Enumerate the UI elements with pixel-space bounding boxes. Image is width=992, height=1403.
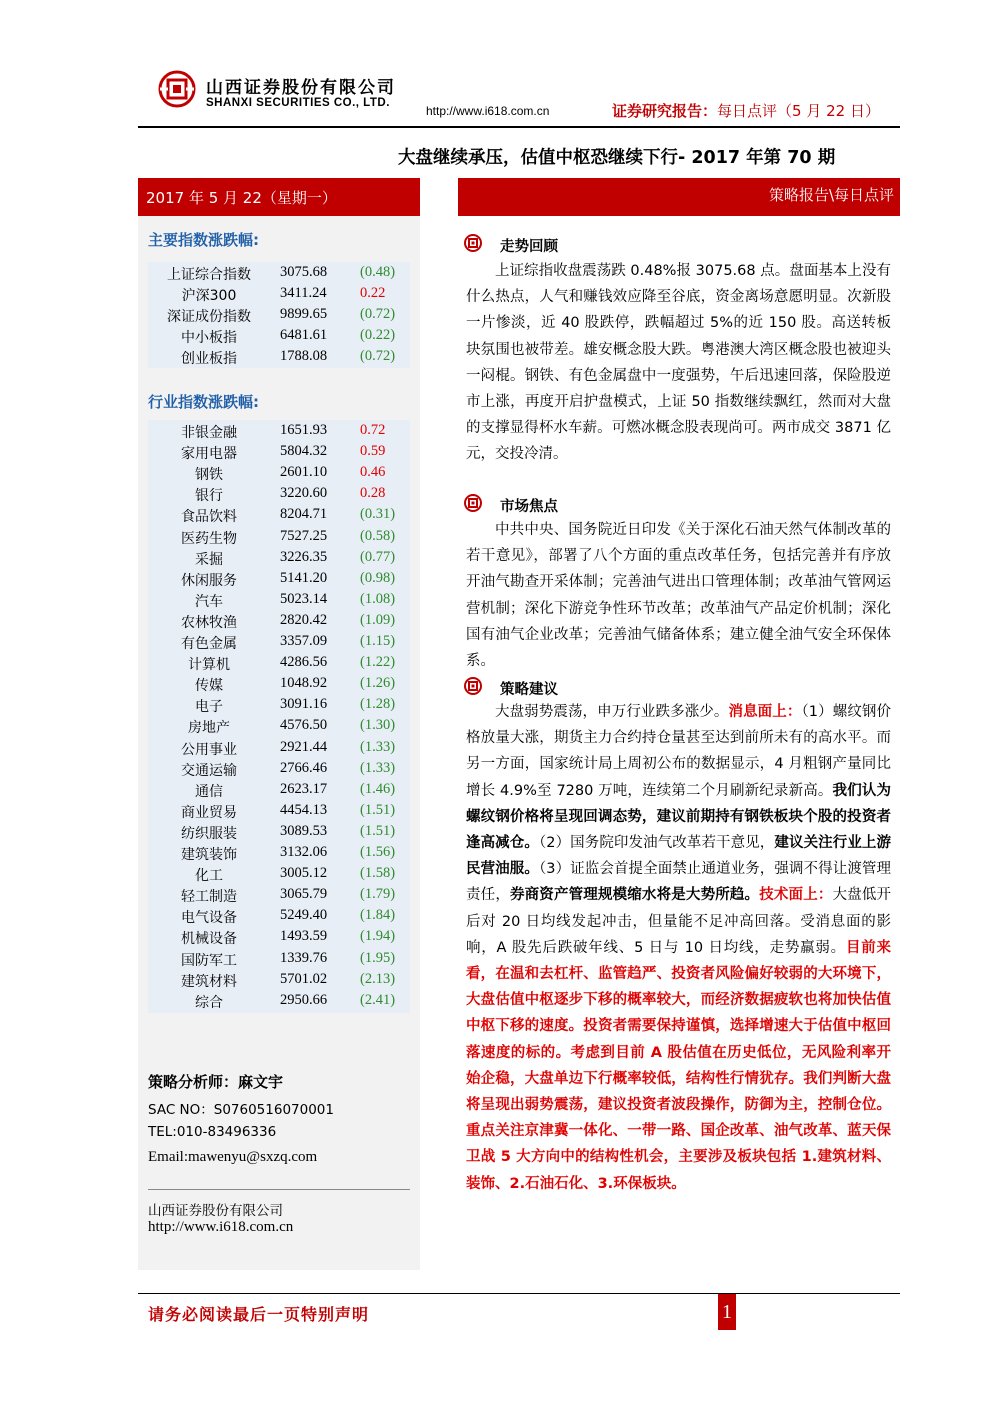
report-date: 2017 年 5 月 22（星期一） bbox=[146, 189, 337, 207]
strategy-paragraph bbox=[466, 699, 891, 1197]
industry-value: 2921.44 bbox=[280, 738, 328, 755]
table-row bbox=[148, 327, 410, 348]
table-row bbox=[148, 549, 410, 570]
page-number: 1 bbox=[718, 1294, 736, 1330]
section-bullet-icon bbox=[464, 494, 482, 512]
industry-indices-label: 行业指数涨跌幅: bbox=[148, 393, 259, 411]
industry-change: (1.30) bbox=[360, 717, 396, 734]
industry-name: 计算机 bbox=[188, 657, 230, 674]
report-category: 策略报告\每日点评 bbox=[768, 186, 894, 204]
analyst-name: 策略分析师：麻文宇 bbox=[148, 1073, 284, 1091]
industry-change: (1.08) bbox=[360, 590, 396, 607]
industry-change: (1.79) bbox=[360, 886, 396, 903]
table-row bbox=[148, 928, 410, 949]
industry-value: 8204.71 bbox=[280, 506, 328, 523]
industry-value: 5141.20 bbox=[280, 569, 328, 586]
date-bar bbox=[138, 178, 420, 216]
header-url-link[interactable]: http://www.i618.com.cn bbox=[426, 104, 550, 118]
table-row bbox=[148, 306, 410, 327]
table-row bbox=[148, 717, 410, 738]
industry-value: 3132.06 bbox=[280, 844, 328, 860]
industry-name: 机械设备 bbox=[181, 931, 237, 948]
table-row bbox=[148, 739, 410, 760]
industry-value: 1493.59 bbox=[280, 928, 328, 945]
industry-change: 0.72 bbox=[360, 422, 386, 438]
industry-value: 3005.12 bbox=[280, 865, 328, 882]
table-row bbox=[148, 802, 410, 823]
table-row bbox=[148, 950, 410, 971]
industry-name: 纺织服装 bbox=[181, 825, 237, 842]
report-type-prefix: 证券研究报告： bbox=[612, 102, 718, 120]
industry-value: 1048.92 bbox=[280, 675, 328, 692]
industry-change: (0.31) bbox=[360, 506, 396, 523]
section-bullet-icon bbox=[464, 234, 482, 252]
industry-name: 食品饮料 bbox=[181, 509, 237, 526]
company-name-en: SHANXI SECURITIES CO., LTD. bbox=[206, 97, 390, 109]
strategy-text: （1）螺纹钢价格放量大涨，期货主力合约持仓量甚至达到前所未有的高水平。而另一方面，国家统计局上周初公布的数据显示，4 月粗钢产量同比增长 4.9%至 7280 万吨，连续第二个月刷新纪录新高。 bbox=[466, 704, 892, 799]
table-row bbox=[148, 992, 410, 1013]
industry-value: 3065.79 bbox=[280, 886, 328, 903]
strategy-highlight: 消息面上： bbox=[728, 704, 802, 720]
industry-name: 房地产 bbox=[188, 720, 230, 737]
industry-name: 医药生物 bbox=[181, 530, 237, 547]
industry-value: 4286.56 bbox=[280, 654, 328, 671]
index-name: 中小板指 bbox=[181, 330, 237, 346]
industry-name: 有色金属 bbox=[181, 636, 237, 652]
strategy-emphasis: 券商资产管理规模缩水将是大势所趋。 bbox=[509, 887, 760, 904]
section-title-focus: 市场焦点 bbox=[500, 499, 558, 515]
table-row bbox=[148, 760, 410, 781]
industry-value: 7527.25 bbox=[280, 527, 328, 544]
index-name: 上证综合指数 bbox=[167, 267, 251, 283]
main-indices-table bbox=[148, 262, 410, 368]
industry-change: (1.94) bbox=[360, 928, 396, 945]
industry-value: 5023.14 bbox=[280, 590, 328, 607]
industry-name: 银行 bbox=[195, 488, 223, 505]
index-value: 3075.68 bbox=[280, 264, 328, 280]
table-row bbox=[148, 285, 410, 306]
industry-indices-table bbox=[148, 420, 410, 1013]
table-row bbox=[148, 823, 410, 844]
industry-value: 4454.13 bbox=[280, 801, 328, 818]
index-name: 沪深300 bbox=[181, 288, 237, 304]
analyst-sac: SAC NO：S0760516070001 bbox=[148, 1102, 334, 1118]
analyst-email[interactable]: Email:mawenyu@sxzq.com bbox=[148, 1149, 318, 1165]
index-value: 1788.08 bbox=[280, 348, 328, 364]
main-indices-label: 主要指数涨跌幅: bbox=[148, 231, 259, 249]
table-row bbox=[148, 654, 410, 675]
section-bullet-icon bbox=[464, 677, 482, 695]
strategy-text: 大盘弱势震荡，申万行业跌多涨少。 bbox=[495, 704, 729, 720]
industry-value: 3220.60 bbox=[280, 485, 328, 502]
industry-change: 0.46 bbox=[360, 464, 386, 481]
table-row bbox=[148, 443, 410, 464]
focus-paragraph: 中共中央、国务院近日印发《关于深化石油天然气体制改革的若干意见》，部署了八个方面的重点改革任务，包括完善并有序放开油气勘查开采体制；完善油气进出口管理体制；改革油气管网运营机制；深化下游竞争性环节改革；改革油气产品定价机制；深化国有油气企业改革；完善油气储备体系；建立健全油气安全环保体系。 bbox=[466, 522, 891, 670]
industry-name: 建筑材料 bbox=[181, 973, 237, 990]
industry-change: 0.59 bbox=[360, 443, 386, 460]
industry-name: 公用事业 bbox=[181, 741, 237, 758]
index-name: 深证成份指数 bbox=[167, 309, 251, 325]
industry-value: 3089.53 bbox=[280, 822, 328, 839]
strategy-text: 大盘低开后对 20 日均线发起冲击，但量能不足冲高回落。受消息面的影响，A 股先后跌破年线、5 日与 10 日均线，走势羸弱。 bbox=[466, 887, 892, 956]
footer-url-link[interactable]: http://www.i618.com.cn bbox=[148, 1219, 294, 1235]
industry-change: (1.51) bbox=[360, 822, 396, 839]
industry-name: 国防军工 bbox=[181, 952, 237, 969]
index-name: 创业板指 bbox=[181, 351, 237, 367]
analyst-divider bbox=[148, 1189, 410, 1190]
industry-change: (1.56) bbox=[360, 844, 396, 860]
table-row bbox=[148, 886, 410, 907]
industry-name: 家用电器 bbox=[181, 446, 237, 463]
industry-change: (1.95) bbox=[360, 949, 396, 966]
table-row bbox=[148, 591, 410, 612]
industry-value: 2950.66 bbox=[280, 991, 328, 1008]
industry-value: 3226.35 bbox=[280, 548, 328, 565]
index-change: 0.22 bbox=[360, 285, 386, 301]
table-row bbox=[148, 781, 410, 802]
index-value: 6481.61 bbox=[280, 327, 328, 343]
industry-name: 传媒 bbox=[195, 678, 223, 695]
industry-change: (1.09) bbox=[360, 611, 396, 628]
industry-value: 3091.16 bbox=[280, 696, 328, 713]
strategy-emphasis: 建议关注行业上游民营油服。 bbox=[466, 835, 891, 878]
industry-change: (2.41) bbox=[360, 991, 396, 1008]
industry-change: (1.33) bbox=[360, 738, 396, 755]
industry-change: (1.51) bbox=[360, 801, 396, 818]
industry-name: 轻工制造 bbox=[181, 889, 237, 906]
industry-change: (2.13) bbox=[360, 970, 396, 987]
category-bar bbox=[458, 178, 900, 216]
industry-change: (1.33) bbox=[360, 759, 396, 776]
industry-change: (1.58) bbox=[360, 865, 396, 882]
footer-divider bbox=[138, 1293, 900, 1294]
industry-change: (1.22) bbox=[360, 654, 396, 671]
industry-name: 商业贸易 bbox=[181, 804, 237, 821]
industry-value: 5804.32 bbox=[280, 443, 328, 460]
report-title: 大盘继续承压，估值中枢恐继续下行- 2017 年第 70 期 bbox=[398, 148, 836, 168]
index-change: (0.72) bbox=[360, 306, 396, 322]
industry-name: 综合 bbox=[195, 994, 223, 1011]
industry-value: 2766.46 bbox=[280, 759, 328, 776]
report-type bbox=[612, 100, 880, 121]
industry-name: 非银金融 bbox=[181, 425, 237, 441]
table-row bbox=[148, 971, 410, 992]
company-name-cn: 山西证券股份有限公司 bbox=[206, 78, 396, 98]
industry-name: 钢铁 bbox=[195, 467, 223, 484]
industry-value: 2820.42 bbox=[280, 611, 328, 628]
table-row bbox=[148, 612, 410, 633]
industry-change: (1.15) bbox=[360, 633, 396, 649]
industry-value: 4576.50 bbox=[280, 717, 328, 734]
table-row bbox=[148, 264, 410, 285]
industry-change: (0.98) bbox=[360, 569, 396, 586]
industry-value: 5249.40 bbox=[280, 907, 328, 924]
table-row bbox=[148, 907, 410, 928]
industry-value: 3357.09 bbox=[280, 633, 328, 649]
industry-change: (1.84) bbox=[360, 907, 396, 924]
industry-value: 2623.17 bbox=[280, 780, 328, 797]
industry-change: (1.46) bbox=[360, 780, 396, 797]
industry-name: 农林牧渔 bbox=[181, 614, 237, 631]
industry-change: (0.77) bbox=[360, 548, 396, 565]
table-row bbox=[148, 485, 410, 506]
review-paragraph: 上证综指收盘震荡跌 0.48%报 3075.68 点。盘面基本上没有什么热点，人气和赚钱效应降至谷底，资金离场意愿明显。次新股一片惨淡，近 40 股跌停，跌幅超过 5%的近 150 股。高送转板块氛围也被带差。雄安概念股大跌。粤港澳大湾区概念股也被迎头一闷棍。钢铁、有色金属盘中一度强势，午后迅速回落，保险股逆市上涨，再度开启护盘模式，上证 50 指数继续飘红，然而对大盘的支撑显得杯水车薪。可燃冰概念股表现尚可。两市成交 3871 亿元，交投冷清。 bbox=[466, 263, 891, 463]
table-row bbox=[148, 844, 410, 865]
table-row bbox=[148, 696, 410, 717]
strategy-text: （2）国务院印发油气改革若干意见， bbox=[538, 835, 775, 852]
company-logo-icon bbox=[158, 70, 196, 108]
table-row bbox=[148, 348, 410, 369]
industry-change: 0.28 bbox=[360, 485, 386, 502]
table-row bbox=[148, 633, 410, 654]
strategy-text: （3）证监会首提全面禁止通道业务，强调不得让渡管理责任， bbox=[466, 861, 891, 904]
footer-company-name: 山西证券股份有限公司 bbox=[148, 1203, 283, 1219]
header-divider bbox=[138, 126, 900, 128]
industry-name: 电子 bbox=[195, 699, 223, 716]
industry-change: (0.58) bbox=[360, 527, 396, 544]
section-title-review: 走势回顾 bbox=[500, 239, 558, 255]
table-row bbox=[148, 675, 410, 696]
table-row bbox=[148, 422, 410, 443]
industry-name: 化工 bbox=[195, 868, 223, 885]
index-value: 9899.65 bbox=[280, 306, 328, 322]
industry-name: 休闲服务 bbox=[181, 572, 237, 589]
table-row bbox=[148, 464, 410, 485]
industry-name: 通信 bbox=[195, 783, 223, 800]
section-title-strategy: 策略建议 bbox=[500, 682, 558, 698]
industry-name: 交通运输 bbox=[181, 762, 237, 779]
industry-value: 2601.10 bbox=[280, 464, 328, 481]
industry-name: 汽车 bbox=[195, 593, 223, 610]
table-row bbox=[148, 528, 410, 549]
index-value: 3411.24 bbox=[280, 285, 327, 301]
strategy-emphasis: 我们认为螺纹钢价格将呈现回调态势，建议前期持有钢铁板块个股的投资者逢高减仓。 bbox=[466, 782, 891, 852]
index-change: (0.22) bbox=[360, 327, 396, 343]
industry-value: 1339.76 bbox=[280, 949, 328, 966]
industry-change: (1.28) bbox=[360, 696, 396, 713]
index-change: (0.48) bbox=[360, 264, 396, 280]
industry-change: (1.26) bbox=[360, 675, 396, 692]
table-row bbox=[148, 865, 410, 886]
industry-name: 建筑装饰 bbox=[181, 847, 237, 863]
report-type-suffix: 每日点评（5 月 22 日） bbox=[717, 102, 880, 120]
index-change: (0.72) bbox=[360, 348, 396, 364]
industry-value: 5701.02 bbox=[280, 970, 328, 987]
table-row bbox=[148, 570, 410, 591]
table-row bbox=[148, 506, 410, 527]
industry-name: 电气设备 bbox=[181, 910, 237, 927]
industry-name: 采掘 bbox=[195, 551, 223, 568]
industry-value: 1651.93 bbox=[280, 422, 328, 438]
analyst-tel: TEL:010-83496336 bbox=[148, 1124, 277, 1140]
disclaimer-text: 请务必阅读最后一页特别声明 bbox=[148, 1305, 370, 1324]
strategy-highlight: 技术面上： bbox=[759, 887, 833, 904]
strategy-conclusion: 目前来看，在温和去杠杆、监管趋严、投资者风险偏好较弱的大环境下，大盘估值中枢逐步下移的概率较大，而经济数据疲软也将加快估值中枢下移的速度。投资者需要保持谨慎，选择增速大于估值中枢回落速度的标的。考虑到目前 A 股估值在历史低位，无风险利率开始企稳，大盘单边下行概率较低，结构性行情犹存。我们判断大盘将呈现出弱势震荡，建议投资者波段操作，防御为主，控制仓位。重点关注京津冀一体化、一带一路、国企改革、油气改革、蓝天保卫战 5 大方向中的结构性机会，主要涉及板块包括 1.建筑材料、装饰、2.石油石化、3.环保板块。 bbox=[466, 939, 892, 1192]
